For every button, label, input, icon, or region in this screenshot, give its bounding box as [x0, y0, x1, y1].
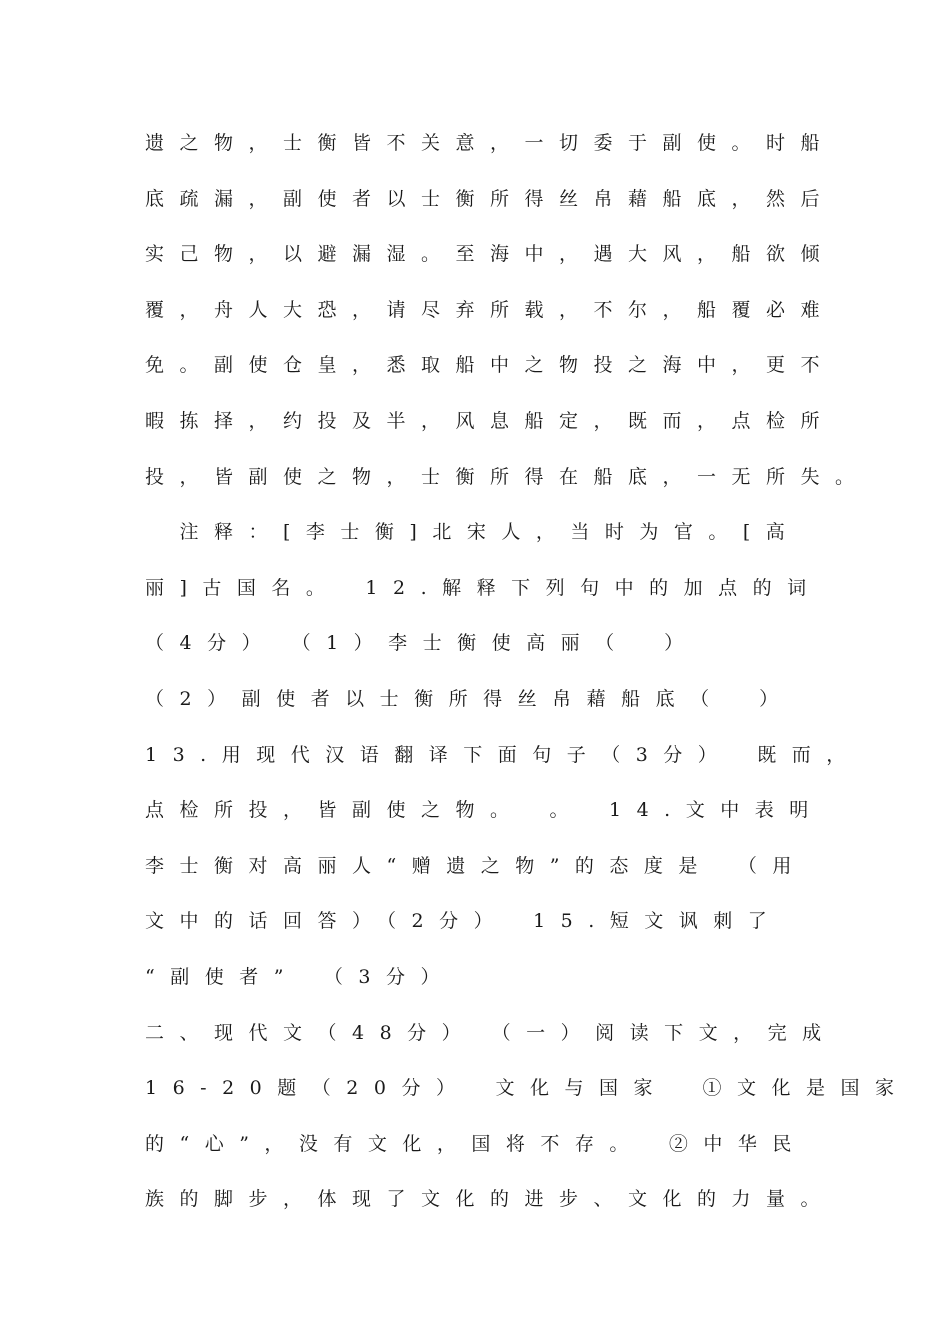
question-15-line: 文中的话回答）（2分） 15.短文讽刺了 [145, 910, 783, 933]
text-line-3: 实己物，以避漏湿。至海中，遇大风，船欲倾 [145, 243, 836, 266]
question-12-item-1: （4分） （1）李士衡使高丽（ ） [145, 632, 699, 655]
section-2-heading: 二、现代文（48分） （一）阅读下文，完成 [145, 1021, 837, 1044]
question-12-line: 丽]古国名。 12.解释下列句中的加点的词 [145, 576, 822, 599]
question-14-line: 点检所投，皆副使之物。 。 14.文中表明 [145, 799, 824, 822]
paragraph-1-line: 的“心”，没有文化，国将不存。 ②中华民 [145, 1132, 807, 1155]
text-line-4: 覆，舟人大恐，请尽弃所载，不尔，船覆必难 [145, 298, 836, 321]
question-13-line: 13.用现代汉语翻译下面句子（3分） 既而， [145, 743, 861, 766]
document-page [145, 116, 910, 1228]
text-line-7: 投，皆副使之物，士衡所得在船底，一无所失。 [145, 465, 870, 488]
section-2-title-line: 16-20题（20分） 文化与国家 ①文化是国家 [145, 1077, 910, 1100]
annotation-line: 注释：[李士衡]北宋人，当时为官。[高 [145, 521, 801, 544]
text-line-1: 遗之物，士衡皆不关意，一切委于副使。时船 [145, 132, 836, 154]
question-12-item-2: （2）副使者以士衡所得丝帛藉船底（ ） [145, 687, 794, 710]
text-line-5: 免。副使仓皇，悉取船中之物投之海中，更不 [145, 354, 836, 377]
text-line-2: 底疏漏，副使者以士衡所得丝帛藉船底，然后 [145, 187, 836, 210]
question-14-cont: 李士衡对高丽人“赠遗之物”的态度是 （用 [145, 854, 807, 877]
paragraph-2-line: 族的脚步，体现了文化的进步、文化的力量。 [145, 1188, 836, 1211]
text-line-6: 暇拣择，约投及半，风息船定，既而，点检所 [145, 409, 836, 432]
question-15-cont: “副使者” （3分） [145, 965, 456, 988]
